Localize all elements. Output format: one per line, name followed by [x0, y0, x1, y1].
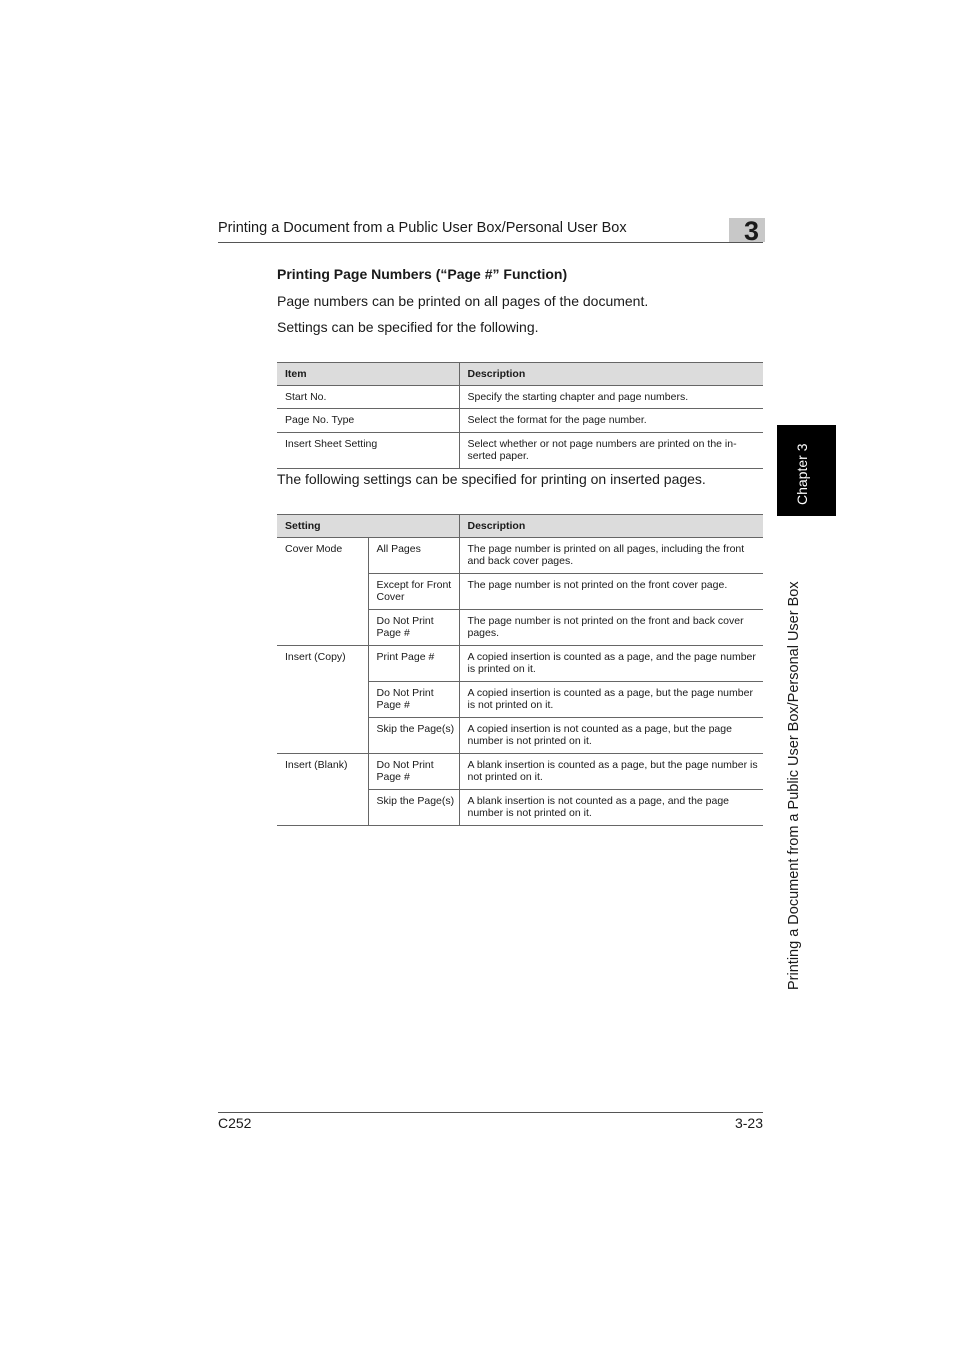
side-running-title: Printing a Document from a Public User Box/Personal User Box: [786, 581, 802, 990]
table-row: [277, 681, 763, 717]
table-row: [277, 789, 763, 825]
column-header-item: Item: [277, 363, 459, 386]
table-row: [277, 537, 763, 573]
description-cell: The page number is not printed on the front and back cover pages.: [459, 609, 763, 645]
column-header-description: Description: [459, 363, 763, 386]
table-row: [277, 753, 763, 789]
item-cell: Start No.: [277, 385, 459, 409]
description-cell: The page number is printed on all pages, including the front and back cover pages.: [459, 537, 763, 573]
table-row: [277, 432, 763, 468]
description-cell: The page number is not printed on the front cover page.: [459, 573, 763, 609]
table-row: [277, 385, 763, 409]
description-cell: A copied insertion is counted as a page, and the page number is printed on it.: [459, 645, 763, 681]
table-row: [277, 409, 763, 433]
setting-cell: Print Page #: [368, 645, 459, 681]
setting-cell: Do Not Print Page #: [368, 681, 459, 717]
header-rule: [218, 242, 763, 243]
column-header-description: Description: [459, 515, 763, 538]
item-cell: Insert Sheet Setting: [277, 432, 459, 468]
group-cell-cover-mode: Cover Mode: [285, 542, 343, 555]
description-cell: A copied insertion is counted as a page, but the page number is not printed on it.: [459, 681, 763, 717]
group-cell-insert-blank: Insert (Blank): [285, 758, 348, 771]
description-cell: A copied insertion is not counted as a page, but the page number is not printed on it.: [459, 717, 763, 753]
table-row: [277, 717, 763, 753]
description-cell: A blank insertion is not counted as a page, and the page number is not printed on it.: [459, 789, 763, 825]
table-header-row: [277, 363, 763, 386]
description-cell: Specify the starting chapter and page numbers.: [459, 385, 763, 409]
column-header-setting: Setting: [277, 515, 459, 538]
paragraph-settings: Settings can be specified for the following.: [277, 319, 539, 335]
setting-cell: Skip the Page(s): [368, 789, 459, 825]
running-header-title: Printing a Document from a Public User Box/Personal User Box: [218, 220, 627, 236]
footer-page-number: 3-23: [734, 1115, 763, 1131]
chapter-number: 3: [744, 216, 760, 246]
chapter-side-tab-label: Chapter 3: [794, 443, 810, 505]
setting-cell: Do Not Print Page #: [368, 753, 459, 789]
table-row: [277, 645, 763, 681]
table-row: [277, 609, 763, 645]
footer-model: C252: [218, 1115, 252, 1131]
table-header-row: [277, 515, 763, 538]
description-cell: Select whether or not page numbers are printed on the in-serted paper.: [459, 432, 763, 468]
description-cell: Select the format for the page number.: [459, 409, 763, 433]
setting-description-table: [277, 514, 763, 826]
item-description-table: [277, 362, 763, 469]
description-cell: A blank insertion is counted as a page, but the page number is not printed on it.: [459, 753, 763, 789]
paragraph-inserted-pages: The following settings can be specified for printing on inserted pages.: [277, 471, 706, 487]
section-heading: Printing Page Numbers (“Page #” Function): [277, 266, 568, 282]
group-cell-insert-copy: Insert (Copy): [285, 650, 346, 663]
footer-rule: [218, 1112, 763, 1113]
setting-cell: Except for Front Cover: [368, 573, 459, 609]
setting-cell: All Pages: [368, 537, 459, 573]
setting-cell: Do Not Print Page #: [368, 609, 459, 645]
setting-cell: Skip the Page(s): [368, 717, 459, 753]
item-cell: Page No. Type: [277, 409, 459, 433]
table-row: [277, 573, 763, 609]
paragraph-intro: Page numbers can be printed on all pages of the document.: [277, 293, 649, 309]
